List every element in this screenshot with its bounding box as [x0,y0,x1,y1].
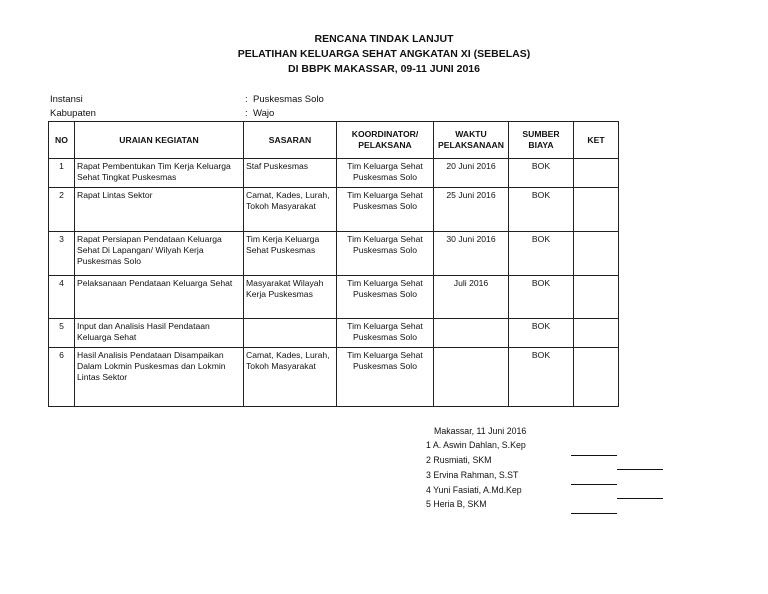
signature-name: 2 Rusmiati, SKM [426,455,492,465]
cell-sasaran: Camat, Kades, Lurah, Tokoh Masyarakat [244,348,337,407]
signature-name: 1 A. Aswin Dahlan, S.Kep [426,440,526,450]
cell-ket [574,348,619,407]
cell-sasaran: Camat, Kades, Lurah, Tokoh Masyarakat [244,188,337,232]
header-sumber-biaya: SUMBER BIAYA [509,122,574,159]
action-plan-table [48,121,619,407]
signature-name: 4 Yuni Fasiati, A.Md.Kep [426,485,522,495]
header-waktu: WAKTU PELAKSANAAN [434,122,509,159]
cell-no: 5 [49,319,75,348]
cell-waktu: Juli 2016 [434,276,509,319]
cell-uraian: Pelaksanaan Pendataan Keluarga Sehat [75,276,244,319]
info-kabupaten-value: Wajo [253,108,275,119]
cell-uraian: Rapat Lintas Sektor [75,188,244,232]
signature-name: 5 Heria B, SKM [426,499,487,509]
cell-waktu: 20 Juni 2016 [434,159,509,188]
table-row [49,188,619,232]
document-title-line-1: RENCANA TINDAK LANJUT [314,33,454,45]
signature-line [571,455,617,456]
signature-name: 3 Ervina Rahman, S.ST [426,470,519,480]
cell-uraian: Input dan Analisis Hasil Pendataan Keluarga Sehat [75,319,244,348]
cell-sasaran: Masyarakat Wilayah Kerja Puskesmas [244,276,337,319]
header-ket: KET [574,122,619,159]
info-kabupaten-separator: : [245,108,248,119]
cell-ket [574,232,619,276]
signature-line [571,484,617,485]
cell-waktu [434,319,509,348]
table-header-row [49,122,619,159]
cell-biaya: BOK [509,319,574,348]
table-row [49,348,619,407]
cell-no: 1 [49,159,75,188]
table-row [49,276,619,319]
cell-koordinator: Tim Keluarga Sehat Puskesmas Solo [337,232,434,276]
cell-biaya: BOK [509,348,574,407]
cell-ket [574,159,619,188]
cell-koordinator: Tim Keluarga Sehat Puskesmas Solo [337,159,434,188]
signature-line [571,513,617,514]
cell-waktu: 25 Juni 2016 [434,188,509,232]
cell-biaya: BOK [509,159,574,188]
cell-biaya: BOK [509,232,574,276]
signature-place-date: Makassar, 11 Juni 2016 [434,426,527,436]
cell-waktu: 30 Juni 2016 [434,232,509,276]
signature-line [617,469,663,470]
table-row [49,159,619,188]
cell-sasaran [244,319,337,348]
cell-ket [574,319,619,348]
signature-line [617,498,663,499]
cell-no: 2 [49,188,75,232]
header-no: NO [49,122,75,159]
header-uraian-kegiatan: URAIAN KEGIATAN [75,122,244,159]
cell-sasaran: Tim Kerja Keluarga Sehat Puskesmas [244,232,337,276]
cell-no: 6 [49,348,75,407]
cell-biaya: BOK [509,276,574,319]
cell-uraian: Rapat Pembentukan Tim Kerja Keluarga Sehat Tingkat Puskesmas [75,159,244,188]
cell-no: 3 [49,232,75,276]
info-kabupaten-label: Kabupaten [50,108,96,119]
cell-sasaran: Staf Puskesmas [244,159,337,188]
info-instansi-value: Puskesmas Solo [253,94,324,105]
cell-waktu [434,348,509,407]
table-row [49,319,619,348]
document-title-line-3: DI BBPK MAKASSAR, 09-11 JUNI 2016 [288,63,480,75]
cell-koordinator: Tim Keluarga Sehat Puskesmas Solo [337,348,434,407]
document-title-line-2: PELATIHAN KELUARGA SEHAT ANGKATAN XI (SEBELAS) [237,48,531,60]
cell-koordinator: Tim Keluarga Sehat Puskesmas Solo [337,188,434,232]
cell-uraian: Hasil Analisis Pendataan Disampaikan Dalam Lokmin Puskesmas dan Lokmin Lintas Sektor [75,348,244,407]
cell-ket [574,276,619,319]
cell-koordinator: Tim Keluarga Sehat Puskesmas Solo [337,319,434,348]
header-sasaran: SASARAN [244,122,337,159]
header-koordinator: KOORDINATOR/ PELAKSANA [337,122,434,159]
info-instansi-separator: : [245,94,248,105]
info-instansi-label: Instansi [50,94,83,105]
cell-no: 4 [49,276,75,319]
cell-uraian: Rapat Persiapan Pendataan Keluarga Sehat Di Lapangan/ Wilyah Kerja Puskesmas Solo [75,232,244,276]
cell-biaya: BOK [509,188,574,232]
table-row [49,232,619,276]
cell-koordinator: Tim Keluarga Sehat Puskesmas Solo [337,276,434,319]
cell-ket [574,188,619,232]
